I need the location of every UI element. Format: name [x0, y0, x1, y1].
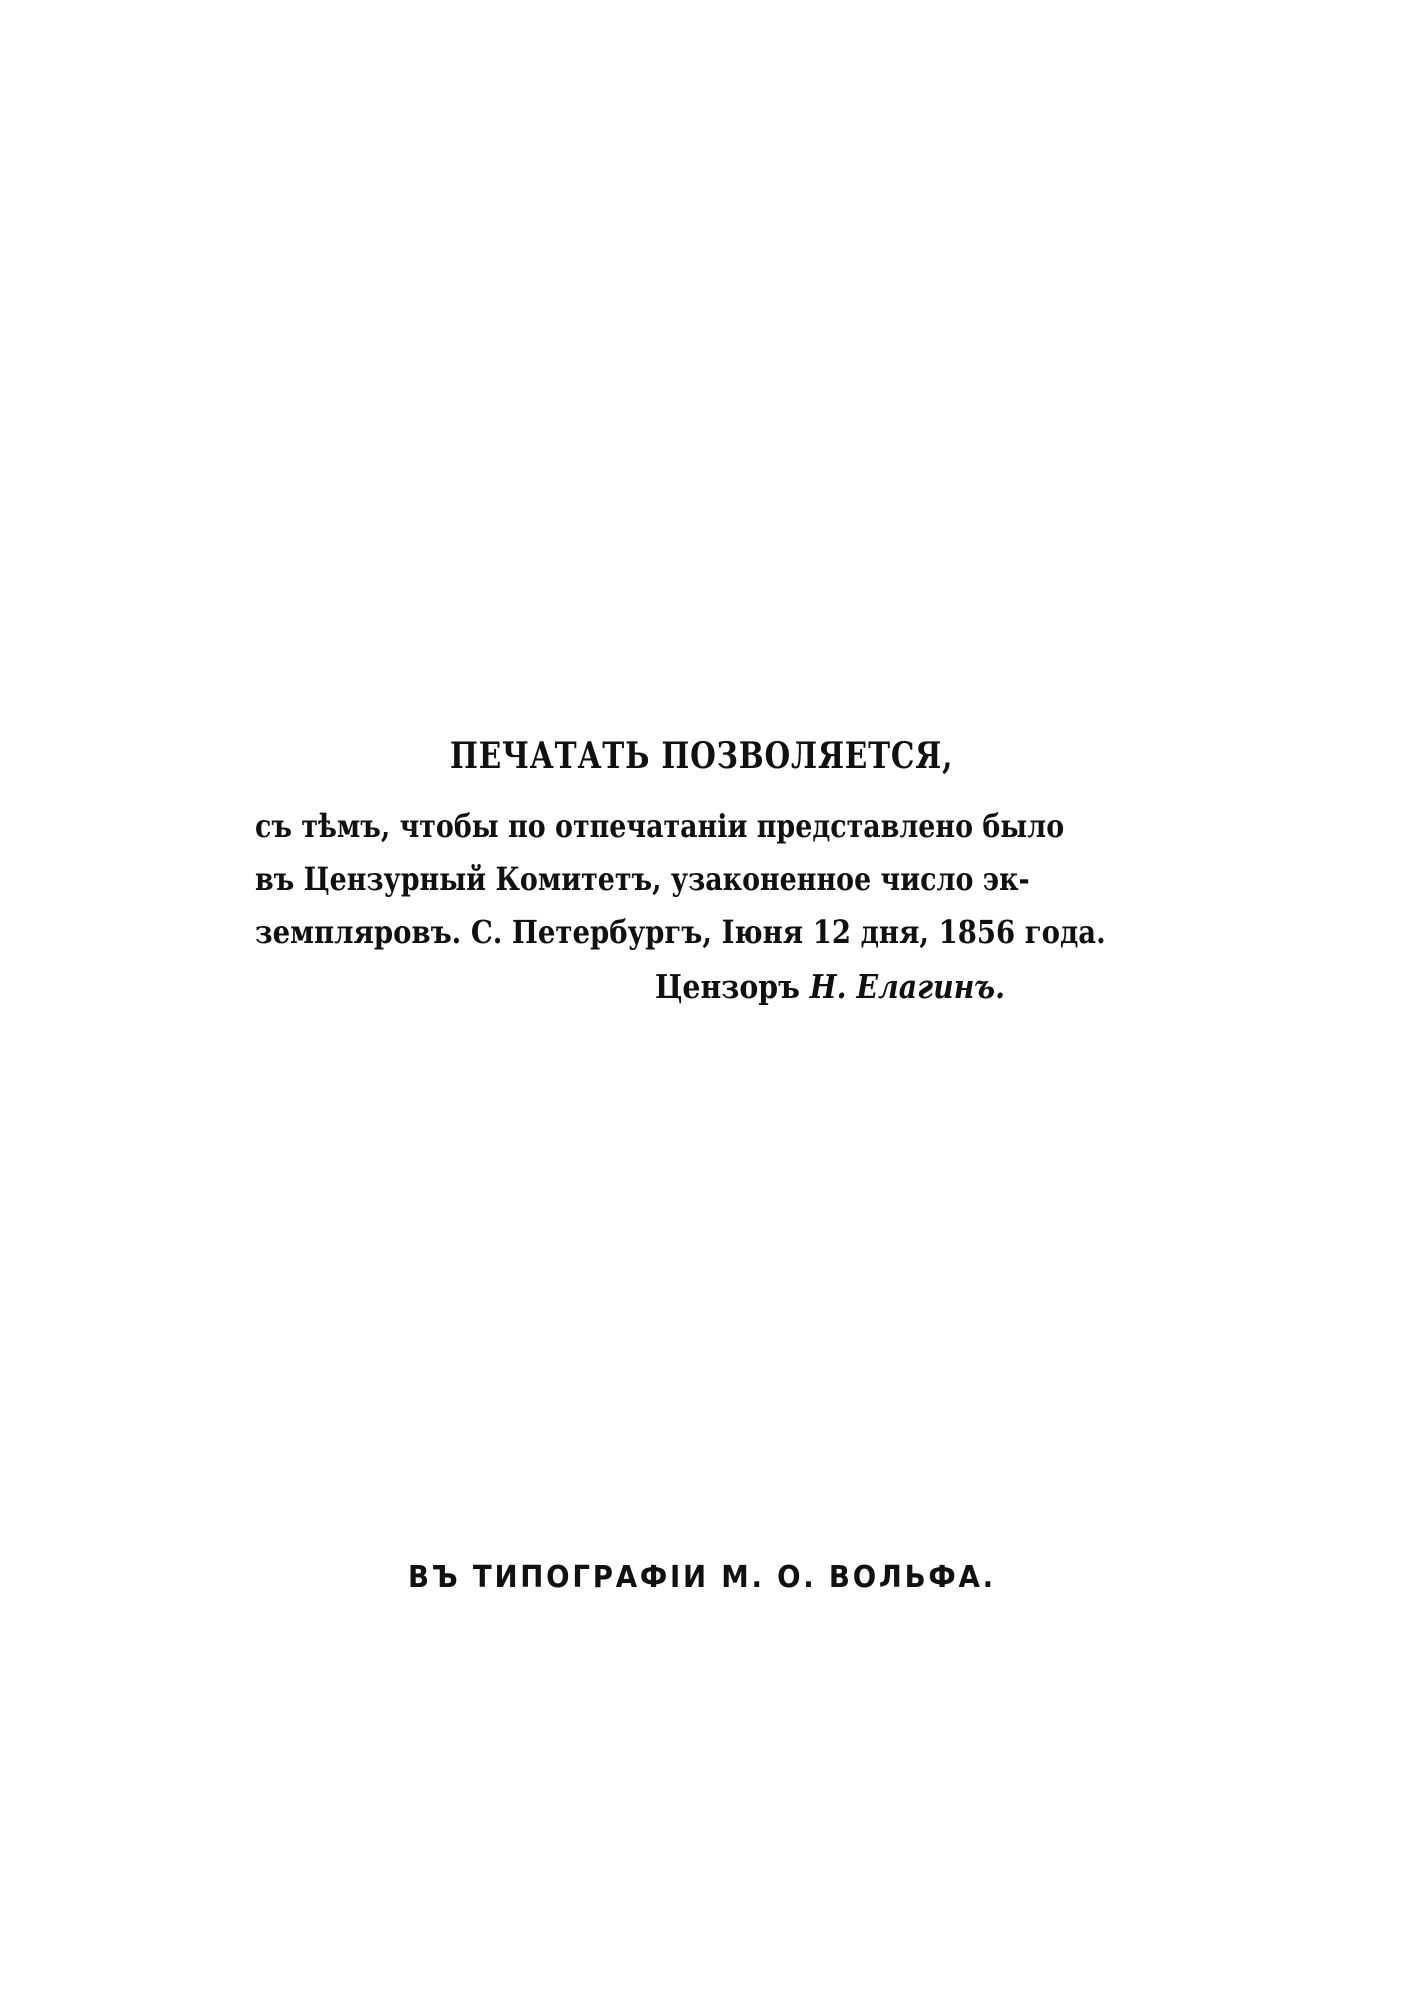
printer-imprint: ВЪ ТИПОГРАФІИ М. О. ВОЛЬФА. — [408, 1560, 996, 1595]
censor-signature — [655, 967, 1005, 1006]
approval-text-line-2: въ Цензурный Комитетъ, узаконенное число эк- — [255, 860, 1030, 898]
approval-heading: ПЕЧАТАТЬ ПОЗВОЛЯЕТСЯ, — [450, 735, 954, 777]
approval-text-line-3: земпляровъ. С. Петербургъ, Іюня 12 дня, 1856 года. — [255, 913, 1106, 951]
censor-name: Н. Елагинъ. — [809, 967, 1005, 1006]
censor-title: Цензоръ — [655, 967, 810, 1006]
approval-text-line-1: съ тѣмъ, чтобы по отпечатаніи представлено было — [255, 807, 1065, 845]
